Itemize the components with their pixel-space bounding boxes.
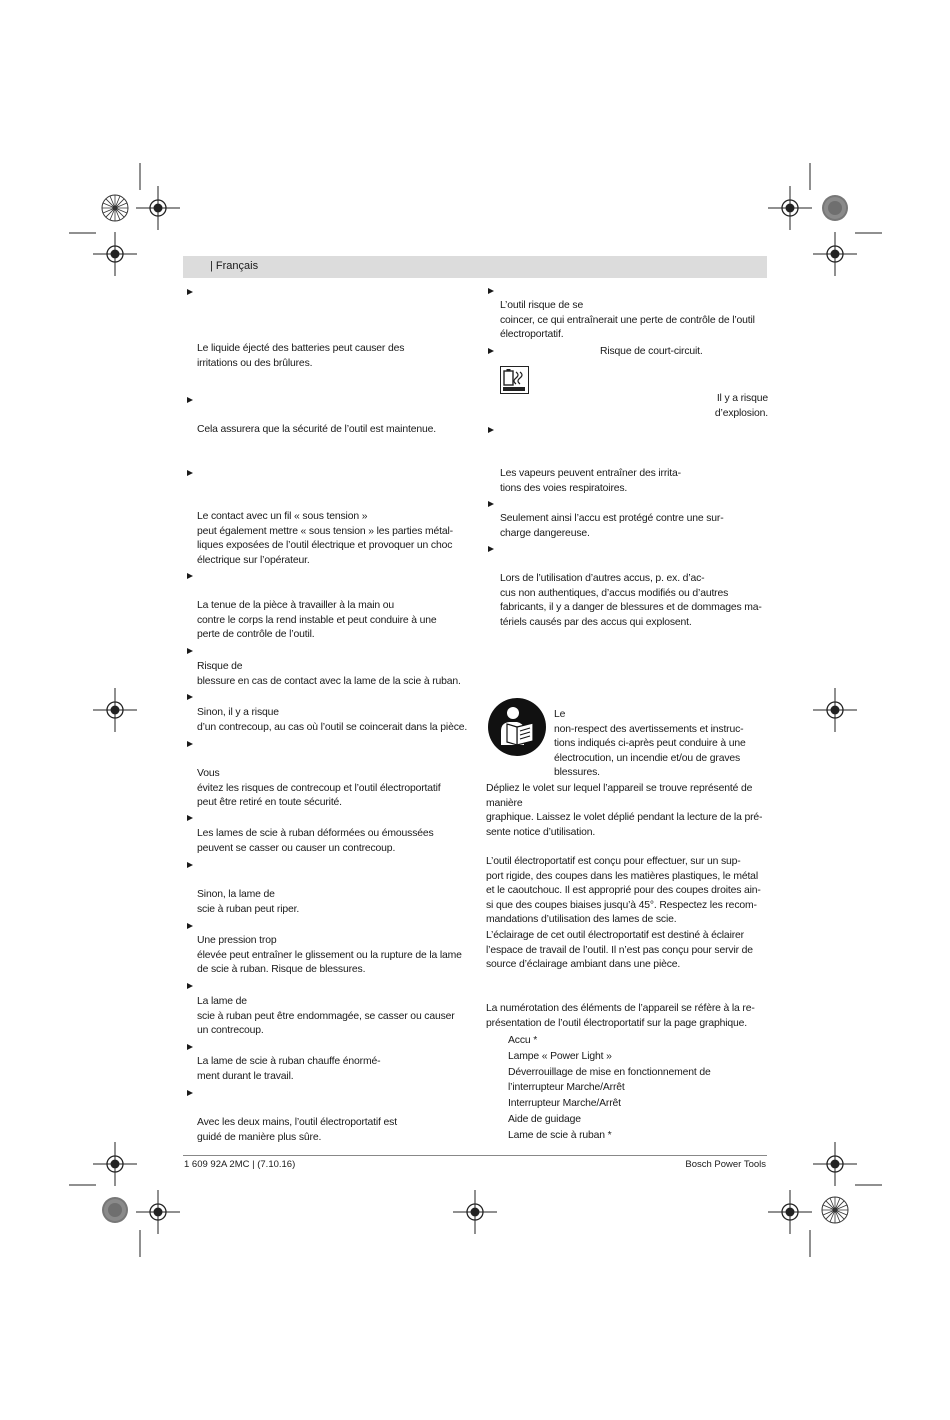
footer-divider <box>183 1155 767 1156</box>
grey-target-icon <box>822 195 848 221</box>
registration-mark-icon <box>453 1190 497 1234</box>
paragraph: Le non-respect des avertissements et instruc- tions indiqués ci-après peut conduire à une électrocution, un incendie et/ou de graves blessures. <box>554 709 746 779</box>
doc-number: 1 609 92A 2MC | (7.10.16) <box>184 1159 296 1170</box>
bullet-icon <box>187 470 193 476</box>
registration-mark-icon <box>813 232 857 276</box>
paragraph: Les vapeurs peuvent entraîner des irrita- tions des voies respiratoires. <box>500 468 681 494</box>
header-bar <box>183 256 767 278</box>
paragraph: Une pression trop élevée peut entraîner le glissement ou la rupture de la lame de scie à ruban. Risque de blessures. <box>197 935 462 976</box>
paragraph: L’outil électroportatif est conçu pour effectuer, sur un sup- port rigide, des coupes dans les matières plastiques, le métal et le caoutchouc. Il est approprié pour des coupes droites ain- si que des coupes biaises jusqu’à 45°. Respectez les recom- mandations d’utilisation des lames de scie. <box>486 856 761 926</box>
bullet-icon <box>187 289 193 295</box>
battery-temperature-icon <box>500 366 529 394</box>
registration-mark-icon <box>93 232 137 276</box>
paragraph: Risque de court-circuit. <box>600 346 703 357</box>
registration-mark-icon <box>768 186 812 230</box>
read-manual-icon <box>487 697 547 757</box>
paragraph: Avec les deux mains, l’outil électroportatif est guidé de manière plus sûre. <box>197 1117 397 1143</box>
list-item: Lampe « Power Light » <box>508 1051 612 1063</box>
bullet-icon <box>488 501 494 507</box>
bullet-icon <box>488 427 494 433</box>
brand-label: Bosch Power Tools <box>685 1159 766 1170</box>
paragraph: Cela assurera que la sécurité de l’outil est maintenue. <box>197 424 436 435</box>
paragraph: Vous évitez les risques de contrecoup et l’outil électroportatif peut être retiré en toute sécurité. <box>197 768 441 809</box>
component-list <box>508 1034 768 1144</box>
paragraph: Il y a risque d’explosion. <box>714 393 768 419</box>
bullet-icon <box>187 397 193 403</box>
list-item: Lame de scie à ruban * <box>508 1130 612 1142</box>
registration-mark-icon <box>768 1190 812 1234</box>
star-target-icon <box>102 195 128 221</box>
paragraph: La lame de scie à ruban chauffe énormé- ment durant le travail. <box>197 1056 381 1082</box>
paragraph: Le liquide éjecté des batteries peut causer des irritations ou des brûlures. <box>197 343 405 369</box>
list-item: Accu * <box>508 1035 538 1046</box>
bullet-icon <box>187 648 193 654</box>
registration-mark-icon <box>136 186 180 230</box>
bullet-icon <box>187 923 193 929</box>
bullet-icon <box>187 815 193 821</box>
bullet-icon <box>187 741 193 747</box>
bullet-icon <box>488 288 494 294</box>
grey-target-icon <box>102 1197 128 1223</box>
bullet-icon <box>187 1044 193 1050</box>
paragraph: La lame de scie à ruban peut être endommagée, se casser ou causer un contrecoup. <box>197 996 455 1037</box>
list-item: Interrupteur Marche/Arrêt <box>508 1097 621 1109</box>
paragraph: Lors de l’utilisation d’autres accus, p. ex. d’ac- cus non authentiques, d’accus modifiés ou d’autres fabricants, il y a danger de blessures et de dommages ma- tériels causés par des accus qui explosent. <box>500 573 762 628</box>
star-target-icon <box>822 1197 848 1223</box>
paragraph: Risque de blessure en cas de contact avec la lame de la scie à ruban. <box>197 661 461 687</box>
bullet-icon <box>187 694 193 700</box>
bullet-icon <box>488 348 494 354</box>
list-item: Aide de guidage <box>508 1113 581 1125</box>
registration-mark-icon <box>813 688 857 732</box>
language-label: | Français <box>210 260 259 272</box>
bullet-icon <box>187 573 193 579</box>
paragraph: La numérotation des éléments de l’appareil se réfère à la re- présentation de l’outil électroportatif sur la page graphique. <box>486 1003 755 1029</box>
bullet-icon <box>187 862 193 868</box>
paragraph: L’éclairage de cet outil électroportatif est destiné à éclairer l’espace de travail de l’outil. Il n’est pas conçu pour servir de source d’éclairage ambiant dans une pièce. <box>486 930 753 971</box>
paragraph: Dépliez le volet sur lequel l’appareil se trouve représenté de manière graphique. Laissez le volet déplié pendant la lecture de la pré- sente notice d’utilisation. <box>486 783 763 838</box>
bullet-icon <box>187 983 193 989</box>
paragraph: Seulement ainsi l’accu est protégé contre une sur- charge dangereuse. <box>500 513 724 539</box>
paragraph: Sinon, il y a risque d’un contrecoup, au cas où l’outil se coincerait dans la pièce. <box>197 707 468 733</box>
paragraph: La tenue de la pièce à travailler à la main ou contre le corps la rend instable et peut conduire à une perte de contrôle de l’outil. <box>197 600 437 641</box>
registration-mark-icon <box>136 1190 180 1234</box>
registration-mark-icon <box>93 1142 137 1186</box>
paragraph: Le contact avec un fil « sous tension » peut également mettre « sous tension » les parties métal- liques exposées de l’outil électrique et provoquer un choc électrique sur l’opérateur. <box>197 511 453 566</box>
paragraph: L’outil risque de se coincer, ce qui entraînerait une perte de contrôle de l’outil électroportatif. <box>500 300 755 341</box>
paragraph: Les lames de scie à ruban déformées ou émoussées peuvent se casser ou causer un contrecoup. <box>197 828 434 854</box>
registration-mark-icon <box>813 1142 857 1186</box>
bullet-icon <box>488 546 494 552</box>
registration-mark-icon <box>93 688 137 732</box>
bullet-icon <box>187 1090 193 1096</box>
paragraph: Sinon, la lame de scie à ruban peut riper. <box>197 889 300 915</box>
list-item: Déverrouillage de mise en fonctionnement de l’interrupteur Marche/Arrêt <box>508 1067 711 1093</box>
